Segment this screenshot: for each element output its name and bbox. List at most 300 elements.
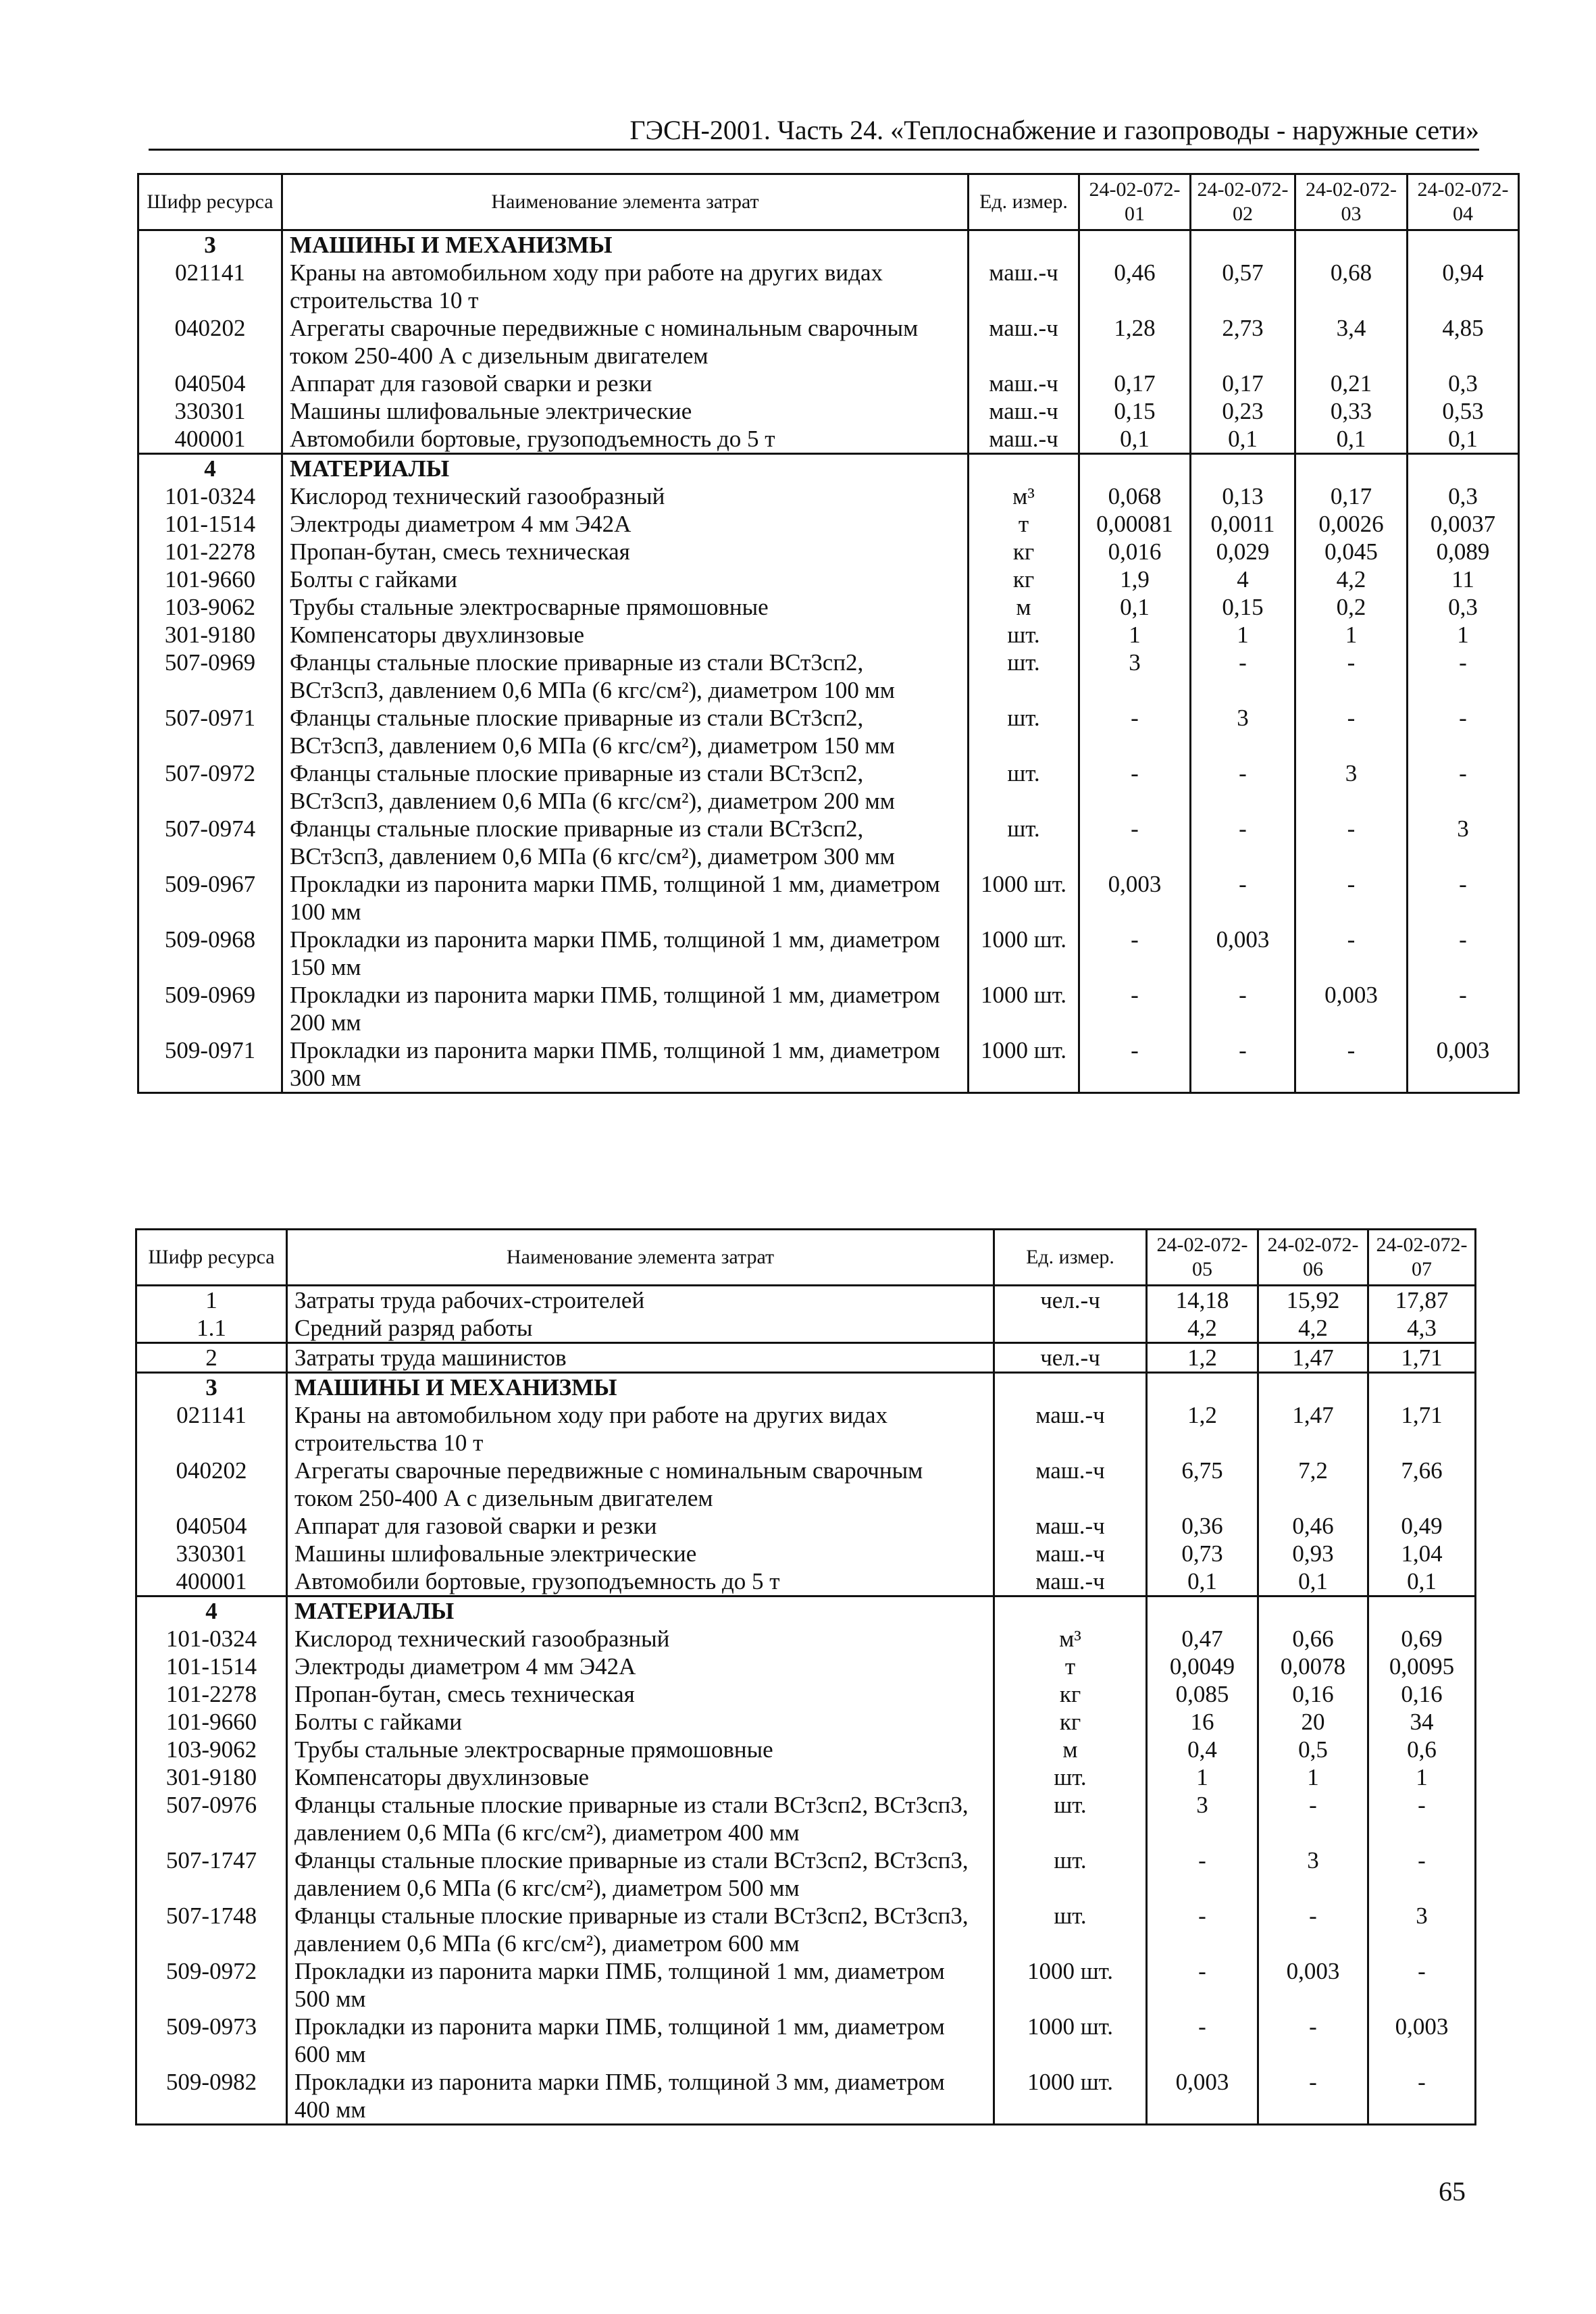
value-cell: 0,0095	[1368, 1653, 1476, 1680]
value-cell: 0,1	[1295, 425, 1408, 454]
value-cell	[1408, 454, 1519, 483]
value-cell: -	[1258, 1902, 1368, 1957]
resource-name-cell: Средний разряд работы	[287, 1314, 994, 1343]
unit-cell: кг	[969, 565, 1079, 593]
resource-code-cell: 507-0971	[138, 704, 282, 759]
table-row	[138, 230, 1519, 259]
value-cell: -	[1295, 1036, 1408, 1093]
resource-name-cell: Прокладки из паронита марки ПМБ, толщиной 1 мм, диаметром 200 мм	[282, 981, 969, 1036]
table-row	[138, 926, 1519, 981]
value-cell: -	[1258, 2068, 1368, 2125]
value-cell: 0,003	[1408, 1036, 1519, 1093]
value-cell: 0,17	[1295, 482, 1408, 510]
table-row	[138, 314, 1519, 370]
resource-name-cell: Прокладки из паронита марки ПМБ, толщиной 3 мм, диаметром 400 мм	[287, 2068, 994, 2125]
value-cell: 0,1	[1191, 425, 1295, 454]
resource-name-cell: МАШИНЫ И МЕХАНИЗМЫ	[282, 230, 969, 259]
table-row	[136, 1653, 1476, 1680]
value-cell: -	[1408, 759, 1519, 815]
value-cell: 0,003	[1191, 926, 1295, 981]
value-cell	[1258, 1596, 1368, 1626]
value-cell: 0,016	[1079, 538, 1191, 565]
value-cell: 0,47	[1147, 1625, 1258, 1653]
resource-code-cell: 2	[136, 1343, 287, 1373]
value-cell: 0,029	[1191, 538, 1295, 565]
value-cell	[1079, 230, 1191, 259]
value-cell	[1368, 1596, 1476, 1626]
value-cell: -	[1079, 815, 1191, 870]
table-row	[136, 1957, 1476, 2013]
resource-code-cell: 1.1	[136, 1314, 287, 1343]
value-cell: 2,73	[1191, 314, 1295, 370]
resource-code-cell: 021141	[138, 259, 282, 314]
value-cell: 0,1	[1079, 425, 1191, 454]
resource-name-cell: Болты с гайками	[282, 565, 969, 593]
value-cell: 0,15	[1191, 593, 1295, 621]
unit-cell: т	[969, 510, 1079, 538]
table-row	[138, 704, 1519, 759]
resource-name-cell: Аппарат для газовой сварки и резки	[287, 1512, 994, 1540]
value-cell: 4	[1191, 565, 1295, 593]
header-rule	[149, 149, 1479, 151]
unit-cell: м	[994, 1736, 1147, 1763]
table-row	[136, 1540, 1476, 1567]
value-cell: 16	[1147, 1708, 1258, 1736]
value-cell: 1	[1147, 1763, 1258, 1791]
value-cell: -	[1079, 759, 1191, 815]
resource-code-cell: 509-0968	[138, 926, 282, 981]
value-cell: 0,23	[1191, 397, 1295, 425]
value-cell: 0,46	[1258, 1512, 1368, 1540]
value-cell: 0,15	[1079, 397, 1191, 425]
table-1-body	[138, 230, 1519, 1093]
value-cell: 0,68	[1295, 259, 1408, 314]
value-cell: -	[1079, 981, 1191, 1036]
resource-name-cell: Компенсаторы двухлинзовые	[282, 621, 969, 649]
table-row	[136, 1567, 1476, 1596]
table-row	[136, 2013, 1476, 2068]
resource-code-cell: 400001	[136, 1567, 287, 1596]
value-cell: 0,16	[1258, 1680, 1368, 1708]
unit-cell: 1000 шт.	[969, 981, 1079, 1036]
resource-name-cell: Агрегаты сварочные передвижные с номинальным сварочным током 250-400 А с дизельным двигателем	[282, 314, 969, 370]
resource-code-cell: 507-1747	[136, 1846, 287, 1902]
unit-cell: 1000 шт.	[969, 1036, 1079, 1093]
resource-code-cell: 3	[136, 1373, 287, 1402]
value-cell: 0,1	[1147, 1567, 1258, 1596]
value-cell: 1	[1191, 621, 1295, 649]
unit-cell: кг	[994, 1708, 1147, 1736]
table-row	[136, 1680, 1476, 1708]
resource-name-cell: Прокладки из паронита марки ПМБ, толщиной 1 мм, диаметром 300 мм	[282, 1036, 969, 1093]
resource-code-cell: 040504	[136, 1512, 287, 1540]
unit-cell: шт.	[994, 1763, 1147, 1791]
value-cell: -	[1368, 1846, 1476, 1902]
value-cell: -	[1408, 649, 1519, 704]
header-unit: Ед. измер.	[994, 1230, 1147, 1286]
value-cell: 0,4	[1147, 1736, 1258, 1763]
value-cell: -	[1295, 870, 1408, 926]
value-cell: -	[1147, 1957, 1258, 2013]
page-header: ГЭСН-2001. Часть 24. «Теплоснабжение и газопроводы - наружные сети»	[629, 115, 1479, 145]
value-cell: -	[1258, 1791, 1368, 1846]
unit-cell: маш.-ч	[969, 397, 1079, 425]
value-cell: -	[1191, 649, 1295, 704]
table-row	[138, 815, 1519, 870]
unit-cell: маш.-ч	[994, 1567, 1147, 1596]
value-cell: 1,2	[1147, 1401, 1258, 1457]
value-cell: 0,49	[1368, 1512, 1476, 1540]
resource-name-cell: Компенсаторы двухлинзовые	[287, 1763, 994, 1791]
value-cell	[1408, 230, 1519, 259]
value-cell: 3	[1368, 1902, 1476, 1957]
table-row	[138, 510, 1519, 538]
header-col-2: 24-02-072-06	[1258, 1230, 1368, 1286]
unit-cell: м³	[969, 482, 1079, 510]
resource-code-cell: 101-1514	[138, 510, 282, 538]
value-cell	[1147, 1596, 1258, 1626]
resource-name-cell: МАТЕРИАЛЫ	[282, 454, 969, 483]
resource-code-cell: 040504	[138, 370, 282, 397]
value-cell: -	[1295, 815, 1408, 870]
value-cell: -	[1258, 2013, 1368, 2068]
value-cell: 0,089	[1408, 538, 1519, 565]
resource-name-cell: Трубы стальные электросварные прямошовные	[282, 593, 969, 621]
value-cell: 3	[1147, 1791, 1258, 1846]
value-cell: 0,0026	[1295, 510, 1408, 538]
value-cell: 0,17	[1191, 370, 1295, 397]
unit-cell: 1000 шт.	[969, 926, 1079, 981]
value-cell: 0,068	[1079, 482, 1191, 510]
resource-name-cell: Машины шлифовальные электрические	[287, 1540, 994, 1567]
resource-code-cell: 4	[138, 454, 282, 483]
unit-cell: шт.	[994, 1902, 1147, 1957]
value-cell: -	[1079, 704, 1191, 759]
value-cell	[1191, 230, 1295, 259]
unit-cell: маш.-ч	[994, 1512, 1147, 1540]
value-cell: 3	[1191, 704, 1295, 759]
resource-name-cell: МАШИНЫ И МЕХАНИЗМЫ	[287, 1373, 994, 1402]
resource-code-cell: 103-9062	[138, 593, 282, 621]
resource-name-cell: Фланцы стальные плоские приварные из стали ВСт3сп2, ВСт3сп3, давлением 0,6 МПа (6 кгс/см²), диаметром 300 мм	[282, 815, 969, 870]
header-name: Наименование элемента затрат	[282, 174, 969, 230]
value-cell: 1	[1295, 621, 1408, 649]
value-cell	[1368, 1373, 1476, 1402]
value-cell: 3	[1295, 759, 1408, 815]
resource-name-cell: Фланцы стальные плоские приварные из стали ВСт3сп2, ВСт3сп3, давлением 0,6 МПа (6 кгс/см²), диаметром 150 мм	[282, 704, 969, 759]
table-row	[138, 870, 1519, 926]
value-cell: -	[1191, 759, 1295, 815]
value-cell: 0,0049	[1147, 1653, 1258, 1680]
resource-code-cell: 330301	[138, 397, 282, 425]
resource-code-cell: 101-0324	[138, 482, 282, 510]
resource-code-cell: 509-0969	[138, 981, 282, 1036]
unit-cell: маш.-ч	[994, 1457, 1147, 1512]
unit-cell	[994, 1596, 1147, 1626]
value-cell: 1,9	[1079, 565, 1191, 593]
resource-name-cell: Автомобили бортовые, грузоподъемность до 5 т	[282, 425, 969, 454]
value-cell: 1	[1368, 1763, 1476, 1791]
unit-cell: 1000 шт.	[994, 2068, 1147, 2125]
unit-cell	[994, 1373, 1147, 1402]
value-cell: -	[1147, 1902, 1258, 1957]
value-cell: 1,71	[1368, 1401, 1476, 1457]
resource-code-cell: 101-2278	[136, 1680, 287, 1708]
value-cell: 0,1	[1368, 1567, 1476, 1596]
value-cell: 0,13	[1191, 482, 1295, 510]
value-cell: 4,85	[1408, 314, 1519, 370]
header-unit: Ед. измер.	[969, 174, 1079, 230]
value-cell: -	[1368, 1957, 1476, 2013]
table-row	[136, 1846, 1476, 1902]
resource-code-cell: 101-1514	[136, 1653, 287, 1680]
unit-cell: маш.-ч	[969, 370, 1079, 397]
resource-code-cell: 330301	[136, 1540, 287, 1567]
value-cell: 0,53	[1408, 397, 1519, 425]
value-cell: 0,73	[1147, 1540, 1258, 1567]
value-cell: 14,18	[1147, 1286, 1258, 1315]
table-2-body	[136, 1286, 1476, 2125]
value-cell: 0,3	[1408, 370, 1519, 397]
resource-code-cell: 021141	[136, 1401, 287, 1457]
header-col-4: 24-02-072-04	[1408, 174, 1519, 230]
table-row	[138, 482, 1519, 510]
value-cell: 0,003	[1079, 870, 1191, 926]
value-cell: 0,1	[1079, 593, 1191, 621]
table-row	[136, 1736, 1476, 1763]
value-cell: 7,2	[1258, 1457, 1368, 1512]
value-cell: 6,75	[1147, 1457, 1258, 1512]
value-cell: 7,66	[1368, 1457, 1476, 1512]
table-row	[136, 1791, 1476, 1846]
value-cell: -	[1079, 926, 1191, 981]
value-cell: 1,47	[1258, 1343, 1368, 1373]
value-cell: 4,2	[1295, 565, 1408, 593]
resource-name-cell: Аппарат для газовой сварки и резки	[282, 370, 969, 397]
resource-name-cell: Прокладки из паронита марки ПМБ, толщиной 1 мм, диаметром 600 мм	[287, 2013, 994, 2068]
resource-code-cell: 101-2278	[138, 538, 282, 565]
table-row	[136, 1512, 1476, 1540]
unit-cell	[969, 230, 1079, 259]
value-cell: 3	[1408, 815, 1519, 870]
value-cell	[1147, 1373, 1258, 1402]
resource-name-cell: Болты с гайками	[287, 1708, 994, 1736]
unit-cell: шт.	[969, 704, 1079, 759]
value-cell: -	[1191, 981, 1295, 1036]
value-cell: 1	[1258, 1763, 1368, 1791]
resource-name-cell: Электроды диаметром 4 мм Э42А	[287, 1653, 994, 1680]
value-cell: 0,69	[1368, 1625, 1476, 1653]
resource-name-cell: Пропан-бутан, смесь техническая	[287, 1680, 994, 1708]
value-cell: 0,003	[1258, 1957, 1368, 2013]
resource-code-cell: 509-0972	[136, 1957, 287, 2013]
resource-name-cell: Агрегаты сварочные передвижные с номинальным сварочным током 250-400 А с дизельным двигателем	[287, 1457, 994, 1512]
table-row	[138, 259, 1519, 314]
resource-code-cell: 101-9660	[136, 1708, 287, 1736]
unit-cell: маш.-ч	[969, 425, 1079, 454]
value-cell: 0,66	[1258, 1625, 1368, 1653]
resource-code-cell: 040202	[138, 314, 282, 370]
resource-name-cell: Затраты труда рабочих-строителей	[287, 1286, 994, 1315]
table-row	[136, 1708, 1476, 1736]
value-cell: 0,93	[1258, 1540, 1368, 1567]
value-cell: 1	[1408, 621, 1519, 649]
resource-name-cell: Фланцы стальные плоские приварные из стали ВСт3сп2, ВСт3сп3, давлением 0,6 МПа (6 кгс/см²), диаметром 500 мм	[287, 1846, 994, 1902]
value-cell: 4,3	[1368, 1314, 1476, 1343]
resource-code-cell: 507-0969	[138, 649, 282, 704]
value-cell: 0,2	[1295, 593, 1408, 621]
value-cell: 0,1	[1258, 1567, 1368, 1596]
resource-code-cell: 509-0967	[138, 870, 282, 926]
value-cell: -	[1368, 2068, 1476, 2125]
value-cell: -	[1191, 815, 1295, 870]
unit-cell	[994, 1314, 1147, 1343]
unit-cell: 1000 шт.	[994, 2013, 1147, 2068]
unit-cell: маш.-ч	[994, 1401, 1147, 1457]
value-cell: -	[1295, 649, 1408, 704]
resource-code-cell: 040202	[136, 1457, 287, 1512]
value-cell: -	[1408, 870, 1519, 926]
unit-cell: м	[969, 593, 1079, 621]
value-cell: 3	[1258, 1846, 1368, 1902]
resource-name-cell: Электроды диаметром 4 мм Э42А	[282, 510, 969, 538]
value-cell: 0,003	[1295, 981, 1408, 1036]
value-cell: 1,2	[1147, 1343, 1258, 1373]
value-cell: -	[1295, 926, 1408, 981]
value-cell: 0,17	[1079, 370, 1191, 397]
header-col-3: 24-02-072-07	[1368, 1230, 1476, 1286]
unit-cell: чел.-ч	[994, 1343, 1147, 1373]
value-cell: 1,47	[1258, 1401, 1368, 1457]
table-row	[138, 981, 1519, 1036]
unit-cell: т	[994, 1653, 1147, 1680]
header-col-3: 24-02-072-03	[1295, 174, 1408, 230]
value-cell: 0,57	[1191, 259, 1295, 314]
value-cell: 0,21	[1295, 370, 1408, 397]
value-cell: 0,33	[1295, 397, 1408, 425]
unit-cell: шт.	[969, 621, 1079, 649]
table-row	[136, 1763, 1476, 1791]
value-cell: -	[1147, 2013, 1258, 2068]
value-cell	[1191, 454, 1295, 483]
resource-name-cell: Прокладки из паронита марки ПМБ, толщиной 1 мм, диаметром 150 мм	[282, 926, 969, 981]
value-cell: -	[1368, 1791, 1476, 1846]
resource-code-cell: 509-0982	[136, 2068, 287, 2125]
header-code: Шифр ресурса	[138, 174, 282, 230]
resource-name-cell: Кислород технический газообразный	[287, 1625, 994, 1653]
resource-name-cell: Пропан-бутан, смесь техническая	[282, 538, 969, 565]
resource-table-1	[137, 173, 1520, 1094]
value-cell: 0,5	[1258, 1736, 1368, 1763]
unit-cell: м³	[994, 1625, 1147, 1653]
page-number: 65	[1439, 2176, 1466, 2207]
header-code: Шифр ресурса	[136, 1230, 287, 1286]
unit-cell: чел.-ч	[994, 1286, 1147, 1315]
unit-cell: шт.	[969, 815, 1079, 870]
value-cell: -	[1191, 870, 1295, 926]
value-cell: 0,045	[1295, 538, 1408, 565]
unit-cell: шт.	[969, 759, 1079, 815]
value-cell: 0,0078	[1258, 1653, 1368, 1680]
header-col-2: 24-02-072-02	[1191, 174, 1295, 230]
resource-name-cell: Машины шлифовальные электрические	[282, 397, 969, 425]
table-row	[138, 425, 1519, 454]
resource-table-2	[135, 1228, 1476, 2126]
value-cell: -	[1079, 1036, 1191, 1093]
value-cell: 17,87	[1368, 1286, 1476, 1315]
resource-name-cell: Автомобили бортовые, грузоподъемность до 5 т	[287, 1567, 994, 1596]
resource-name-cell: Фланцы стальные плоские приварные из стали ВСт3сп2, ВСт3сп3, давлением 0,6 МПа (6 кгс/см²), диаметром 400 мм	[287, 1791, 994, 1846]
value-cell: 0,36	[1147, 1512, 1258, 1540]
value-cell: 0,003	[1147, 2068, 1258, 2125]
value-cell: 0,94	[1408, 259, 1519, 314]
unit-cell: кг	[969, 538, 1079, 565]
unit-cell: шт.	[994, 1791, 1147, 1846]
resource-name-cell: Затраты труда машинистов	[287, 1343, 994, 1373]
value-cell: 11	[1408, 565, 1519, 593]
unit-cell: маш.-ч	[994, 1540, 1147, 1567]
value-cell	[1258, 1373, 1368, 1402]
resource-code-cell: 3	[138, 230, 282, 259]
resource-code-cell: 507-0972	[138, 759, 282, 815]
table-row	[138, 565, 1519, 593]
value-cell: 3	[1079, 649, 1191, 704]
unit-cell: маш.-ч	[969, 314, 1079, 370]
table-row	[138, 397, 1519, 425]
resource-code-cell: 507-0976	[136, 1791, 287, 1846]
resource-name-cell: Фланцы стальные плоские приварные из стали ВСт3сп2, ВСт3сп3, давлением 0,6 МПа (6 кгс/см²), диаметром 100 мм	[282, 649, 969, 704]
table-row	[136, 1596, 1476, 1626]
value-cell: 20	[1258, 1708, 1368, 1736]
value-cell: 0,16	[1368, 1680, 1476, 1708]
unit-cell: 1000 шт.	[994, 1957, 1147, 2013]
table-row	[136, 1314, 1476, 1343]
value-cell: 34	[1368, 1708, 1476, 1736]
value-cell	[1079, 454, 1191, 483]
resource-code-cell: 4	[136, 1596, 287, 1626]
table-row	[138, 454, 1519, 483]
value-cell: 15,92	[1258, 1286, 1368, 1315]
value-cell	[1295, 454, 1408, 483]
table-row	[138, 370, 1519, 397]
value-cell: 3,4	[1295, 314, 1408, 370]
table-row	[136, 1625, 1476, 1653]
value-cell: 0,085	[1147, 1680, 1258, 1708]
value-cell: 0,00081	[1079, 510, 1191, 538]
table-row	[138, 621, 1519, 649]
table-row	[136, 1343, 1476, 1373]
value-cell	[1295, 230, 1408, 259]
resource-code-cell: 301-9180	[138, 621, 282, 649]
value-cell: -	[1295, 704, 1408, 759]
resource-code-cell: 101-0324	[136, 1625, 287, 1653]
header-col-1: 24-02-072-05	[1147, 1230, 1258, 1286]
resource-code-cell: 103-9062	[136, 1736, 287, 1763]
resource-name-cell: Прокладки из паронита марки ПМБ, толщиной 1 мм, диаметром 100 мм	[282, 870, 969, 926]
table-row	[136, 1373, 1476, 1402]
table-row	[136, 1401, 1476, 1457]
unit-cell: маш.-ч	[969, 259, 1079, 314]
value-cell: -	[1408, 981, 1519, 1036]
resource-name-cell: Прокладки из паронита марки ПМБ, толщиной 1 мм, диаметром 500 мм	[287, 1957, 994, 2013]
table-row	[136, 1286, 1476, 1315]
value-cell: 4,2	[1258, 1314, 1368, 1343]
table-row	[138, 649, 1519, 704]
unit-cell	[969, 454, 1079, 483]
header-col-1: 24-02-072-01	[1079, 174, 1191, 230]
value-cell: 0,1	[1408, 425, 1519, 454]
unit-cell: кг	[994, 1680, 1147, 1708]
